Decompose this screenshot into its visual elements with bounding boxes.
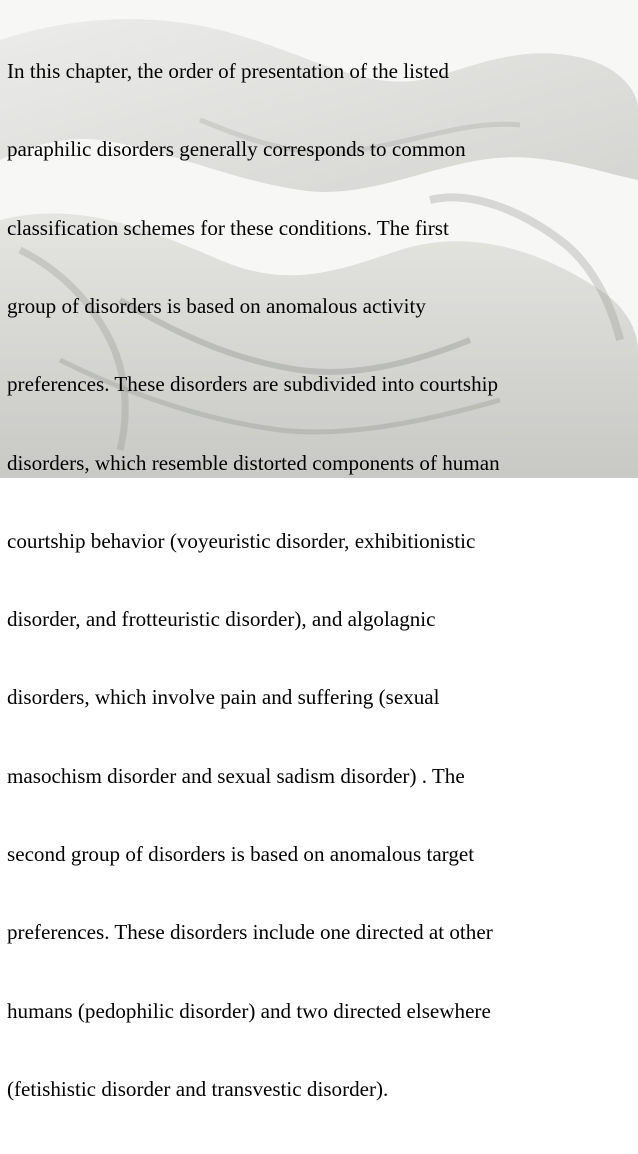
text-line: preferences. These disorders include one directed at other — [7, 920, 493, 945]
text-line: disorders, which involve pain and suffering (sexual — [7, 685, 440, 710]
text-line: humans (pedophilic disorder) and two directed elsewhere — [7, 998, 491, 1023]
text-line: preferences. These disorders are subdivided into courtship — [7, 372, 499, 397]
text-line: masochism disorder and sexual sadism disorder) . The — [7, 763, 465, 788]
text-line: disorders, which resemble distorted components of human — [7, 450, 500, 475]
text-line: classification schemes for these conditions. The first — [7, 215, 449, 240]
text-line: courtship behavior (voyeuristic disorder, exhibitionistic — [7, 528, 476, 553]
text-line: paraphilic disorders generally corresponds to common — [7, 137, 466, 162]
text-line: (fetishistic disorder and transvestic disorder). — [7, 1076, 389, 1101]
body-paragraph — [7, 6, 635, 1154]
text-line: second group of disorders is based on anomalous target — [7, 842, 475, 866]
text-line: In this chapter, the order of presentation of the listed — [7, 59, 449, 84]
text-line: group of disorders is based on anomalous activity — [7, 294, 426, 319]
text-line: disorder, and frotteuristic disorder), and algolagnic — [7, 607, 436, 632]
